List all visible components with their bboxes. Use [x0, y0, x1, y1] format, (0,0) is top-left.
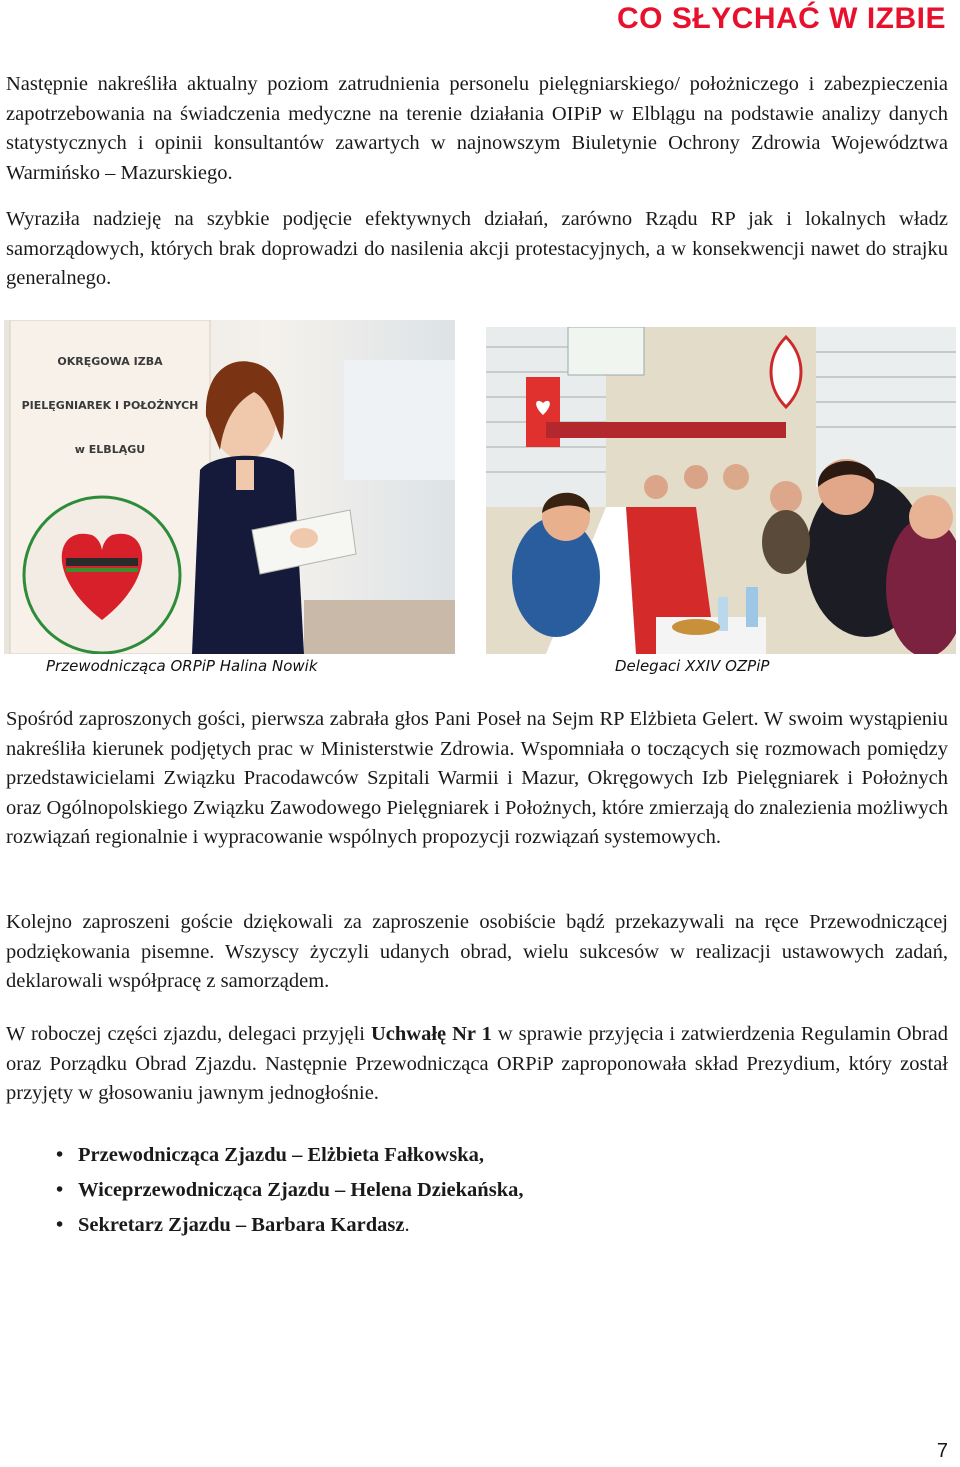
- resolution-title: Uchwałę Nr 1: [370, 1023, 492, 1045]
- list-item-tail: .: [404, 1214, 410, 1236]
- page-title: CO SŁYCHAĆ W IZBIE: [617, 2, 946, 35]
- list-item-text: Przewodnicząca Zjazdu – Elżbieta Fałkowska,: [78, 1144, 484, 1166]
- presidium-list: [56, 1138, 523, 1243]
- paragraph-guests: Spośród zaproszonych gości, pierwsza zabrała głos Pani Poseł na Sejm RP Elżbieta Gelert. W swoim wystąpieniu nakreśliła kierunek podjętych prac w Ministerstwie Zdrowia. Wspomniała o toczących się rozmowach pomiędzy przedstawicielami Związku Pracodawców Szpitali Warmii i Mazur, Okręgowych Izb Pielęgniarek i Położnych oraz Ogólnopolskiego Związku Zawodowego Pielęgniarek i Położnych, które zmierzają do znalezienia możliwych rozwiązań regionalnie i wypracowanie wspólnych propozycji rozwiązań systemowych.: [6, 708, 948, 848]
- list-item: [56, 1138, 523, 1173]
- photo-delegates-image: [486, 327, 956, 654]
- photo-delegates: [486, 327, 956, 654]
- list-item-text: Wiceprzewodnicząca Zjazdu – Helena Dziekańska,: [78, 1179, 524, 1201]
- photo-chairwoman: [4, 320, 455, 654]
- banner-text: [20, 340, 200, 472]
- banner-line-3: w ELBLĄGU: [74, 443, 146, 456]
- list-item: [56, 1173, 523, 1208]
- paragraph-thanks: Kolejno zaproszeni goście dziękowali za zaproszenie osobiście bądź przekazywali na ręce Przewodniczącej podziękowania pisemne. Wszyscy życzyli udanych obrad, wielu sukcesów w realizacji ustawowych zadań, deklarowali współpracę z samorządem.: [6, 911, 948, 992]
- paragraph-resolution: [6, 1020, 948, 1109]
- banner-line-1: OKRĘGOWA IZBA: [57, 355, 163, 368]
- list-item-text: Sekretarz Zjazdu – Barbara Kardasz: [78, 1214, 405, 1236]
- paragraph-hope: Wyraziła nadzieję na szybkie podjęcie efektywnych działań, zarówno Rządu RP jak i lokalnych władz samorządowych, których brak doprowadzi do nasilenia akcji protestacyjnych, a w konsekwencji nawet do strajku generalnego.: [6, 208, 948, 289]
- caption-delegates: Delegaci XXIV OZPiP: [615, 657, 770, 675]
- resolution-text-before: W roboczej części zjazdu, delegaci przyjęli: [6, 1023, 365, 1045]
- resolution-text-after: w sprawie przyjęcia i zatwierdzenia Regulamin Obrad oraz Porządku Obrad Zjazdu. Następnie Przewodnicząca ORPiP zaproponowała skład Prezydium, który został przyjęty w głosowaniu jawnym jednogłośnie.: [6, 1023, 949, 1104]
- list-item: [56, 1208, 523, 1243]
- caption-chairwoman: Przewodnicząca ORPiP Halina Nowik: [46, 657, 318, 675]
- page-number: 7: [936, 1440, 948, 1462]
- paragraph-intro: Następnie nakreśliła aktualny poziom zatrudnienia personelu pielęgniarskiego/ położniczego i zabezpieczenia zapotrzebowania na świadczenia medyczne na terenie działania OIPiP w Elblągu na podstawie analizy danych statystycznych i opinii konsultantów zawartych w najnowszym Biuletynie Ochrony Zdrowia Województwa Warmińsko – Mazurskiego.: [6, 73, 948, 184]
- banner-line-2: PIELĘGNIAREK I POŁOŻNYCH: [21, 399, 199, 412]
